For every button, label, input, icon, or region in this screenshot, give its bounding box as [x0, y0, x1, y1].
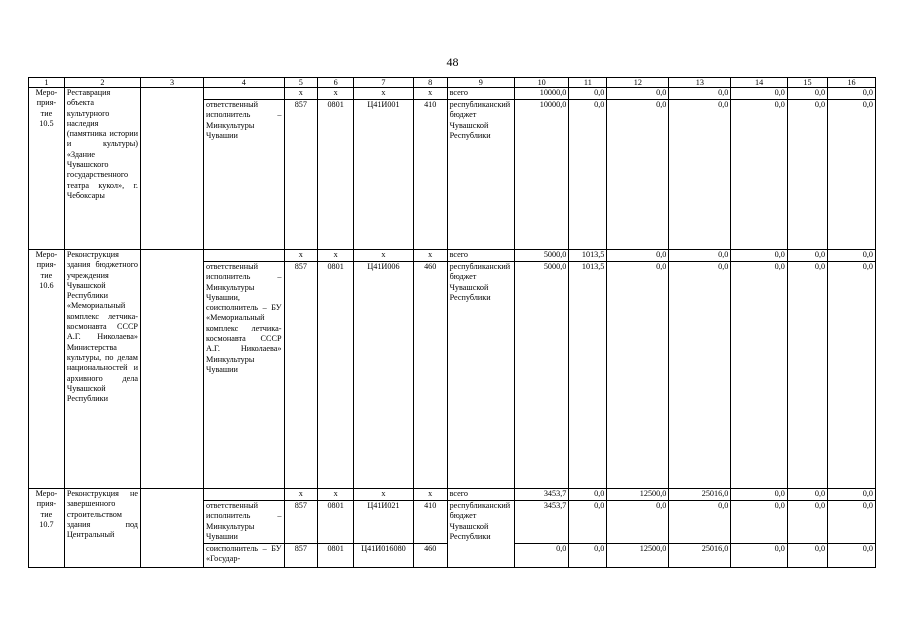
amount-cell: 0,0 — [669, 262, 731, 489]
expense-type-cell: х — [413, 489, 447, 501]
funding-source-cell: республиканский бюджет Чувашской Республики — [447, 100, 514, 250]
amount-cell: 0,0 — [787, 250, 827, 262]
executor-cell: соисполнитель – БУ «Государ- — [204, 544, 284, 568]
funding-source-cell: республиканский бюджет Чувашской Республики — [447, 262, 514, 489]
measure-code-cell: Меро- прия- тие 10.7 — [29, 489, 65, 568]
amount-cell: 0,0 — [828, 544, 876, 568]
amount-cell: 0,0 — [607, 262, 669, 489]
measure-name-cell: Реконструкция здания бюджетного учреждения Чувашской Республики «Мемориальный комплекс летчика-космонавта СССР А.Г. Николаева» Министерства культуры, по делам национальностей и архивного дела Чувашской Республики — [64, 250, 140, 489]
amount-cell: 0,0 — [787, 544, 827, 568]
amount-cell: 3453,7 — [514, 489, 568, 501]
gov-code-cell: 857 — [284, 501, 318, 544]
column-header: 16 — [828, 78, 876, 88]
expense-type-cell: 460 — [413, 544, 447, 568]
section-code-cell: х — [318, 88, 354, 100]
executor-cell — [204, 250, 284, 262]
column-header: 2 — [64, 78, 140, 88]
amount-cell: 0,0 — [669, 250, 731, 262]
amount-cell: 0,0 — [669, 88, 731, 100]
amount-cell: 0,0 — [669, 100, 731, 250]
target-code-cell: Ц41И021 — [354, 501, 414, 544]
amount-cell: 0,0 — [787, 501, 827, 544]
funding-source-cell: республиканский бюджет Чувашской Республики — [447, 501, 514, 568]
gov-code-cell: 857 — [284, 262, 318, 489]
amount-cell: 0,0 — [731, 501, 788, 544]
amount-cell: 0,0 — [731, 88, 788, 100]
expense-type-cell: 410 — [413, 501, 447, 544]
empty-cell — [140, 489, 203, 568]
gov-code-cell: 857 — [284, 100, 318, 250]
column-header: 6 — [318, 78, 354, 88]
column-header: 5 — [284, 78, 318, 88]
amount-cell: 0,0 — [731, 489, 788, 501]
amount-cell: 0,0 — [828, 88, 876, 100]
gov-code-cell: х — [284, 250, 318, 262]
gov-code-cell: х — [284, 88, 318, 100]
expense-type-cell: х — [413, 250, 447, 262]
funding-source-cell: всего — [447, 489, 514, 501]
executor-cell — [204, 88, 284, 100]
amount-cell: 1013,5 — [569, 250, 607, 262]
amount-cell: 0,0 — [731, 544, 788, 568]
measure-name-cell: Реконструкция не завершенного строительством здания под Центральный — [64, 489, 140, 568]
target-code-cell: Ц41И016080 — [354, 544, 414, 568]
gov-code-cell: х — [284, 489, 318, 501]
amount-cell: 0,0 — [607, 250, 669, 262]
section-code-cell: х — [318, 489, 354, 501]
column-header: 7 — [354, 78, 414, 88]
amount-cell: 0,0 — [828, 489, 876, 501]
section-code-cell: х — [318, 250, 354, 262]
expense-type-cell: 410 — [413, 100, 447, 250]
target-code-cell: х — [354, 250, 414, 262]
amount-cell: 0,0 — [607, 100, 669, 250]
column-header: 3 — [140, 78, 203, 88]
amount-cell: 0,0 — [514, 544, 568, 568]
amount-cell: 0,0 — [731, 100, 788, 250]
amount-cell: 0,0 — [569, 100, 607, 250]
column-header: 14 — [731, 78, 788, 88]
measure-code-cell: Меро- прия- тие 10.6 — [29, 250, 65, 489]
amount-cell: 12500,0 — [607, 544, 669, 568]
measure-code-cell: Меро- прия- тие 10.5 — [29, 88, 65, 250]
column-header: 8 — [413, 78, 447, 88]
column-header: 4 — [204, 78, 284, 88]
amount-cell: 25016,0 — [669, 544, 731, 568]
column-header: 9 — [447, 78, 514, 88]
amount-cell: 0,0 — [787, 489, 827, 501]
amount-cell: 0,0 — [787, 100, 827, 250]
amount-cell: 0,0 — [828, 501, 876, 544]
funding-source-cell: всего — [447, 250, 514, 262]
header-row — [29, 78, 876, 88]
table-row — [29, 489, 876, 501]
executor-cell — [204, 489, 284, 501]
column-header: 11 — [569, 78, 607, 88]
column-header: 12 — [607, 78, 669, 88]
amount-cell: 0,0 — [731, 250, 788, 262]
column-header: 1 — [29, 78, 65, 88]
amount-cell: 0,0 — [669, 501, 731, 544]
expense-type-cell: 460 — [413, 262, 447, 489]
amount-cell: 1013,5 — [569, 262, 607, 489]
section-code-cell: 0801 — [318, 262, 354, 489]
target-code-cell: х — [354, 489, 414, 501]
executor-cell: ответственный исполнитель – Минкультуры Чувашии — [204, 100, 284, 250]
amount-cell: 0,0 — [569, 544, 607, 568]
executor-cell: ответственный исполнитель – Минкультуры Чувашии, соисполнитель – БУ «Мемориальный комплекс летчика-космонавта СССР А.Г. Николаева» Минкультуры Чувашии — [204, 262, 284, 489]
empty-cell — [140, 250, 203, 489]
amount-cell: 10000,0 — [514, 88, 568, 100]
amount-cell: 5000,0 — [514, 250, 568, 262]
expense-type-cell: х — [413, 88, 447, 100]
target-code-cell: Ц41И006 — [354, 262, 414, 489]
page-number: 48 — [446, 55, 459, 69]
amount-cell: 12500,0 — [607, 489, 669, 501]
measure-name-cell: Реставрация объекта культурного наследия (памятника истории и культуры) «Здание Чувашского государственного театра кукол», г. Чебоксары — [64, 88, 140, 250]
section-code-cell: 0801 — [318, 501, 354, 544]
amount-cell: 0,0 — [828, 100, 876, 250]
table-row — [29, 250, 876, 262]
amount-cell: 0,0 — [787, 88, 827, 100]
section-code-cell: 0801 — [318, 544, 354, 568]
amount-cell: 0,0 — [569, 489, 607, 501]
amount-cell: 5000,0 — [514, 262, 568, 489]
amount-cell: 0,0 — [787, 262, 827, 489]
column-header: 10 — [514, 78, 568, 88]
section-code-cell: 0801 — [318, 100, 354, 250]
executor-cell: ответственный исполнитель – Минкультуры Чувашии — [204, 501, 284, 544]
empty-cell — [140, 88, 203, 250]
amount-cell: 25016,0 — [669, 489, 731, 501]
amount-cell: 0,0 — [828, 262, 876, 489]
table-row — [29, 88, 876, 100]
amount-cell: 0,0 — [569, 501, 607, 544]
amount-cell: 0,0 — [607, 88, 669, 100]
amount-cell: 0,0 — [569, 88, 607, 100]
amount-cell: 3453,7 — [514, 501, 568, 544]
column-header: 13 — [669, 78, 731, 88]
amount-cell: 0,0 — [731, 262, 788, 489]
target-code-cell: Ц41И001 — [354, 100, 414, 250]
budget-table — [28, 77, 876, 568]
gov-code-cell: 857 — [284, 544, 318, 568]
target-code-cell: х — [354, 88, 414, 100]
column-header: 15 — [787, 78, 827, 88]
amount-cell: 0,0 — [828, 250, 876, 262]
funding-source-cell: всего — [447, 88, 514, 100]
amount-cell: 10000,0 — [514, 100, 568, 250]
amount-cell: 0,0 — [607, 501, 669, 544]
